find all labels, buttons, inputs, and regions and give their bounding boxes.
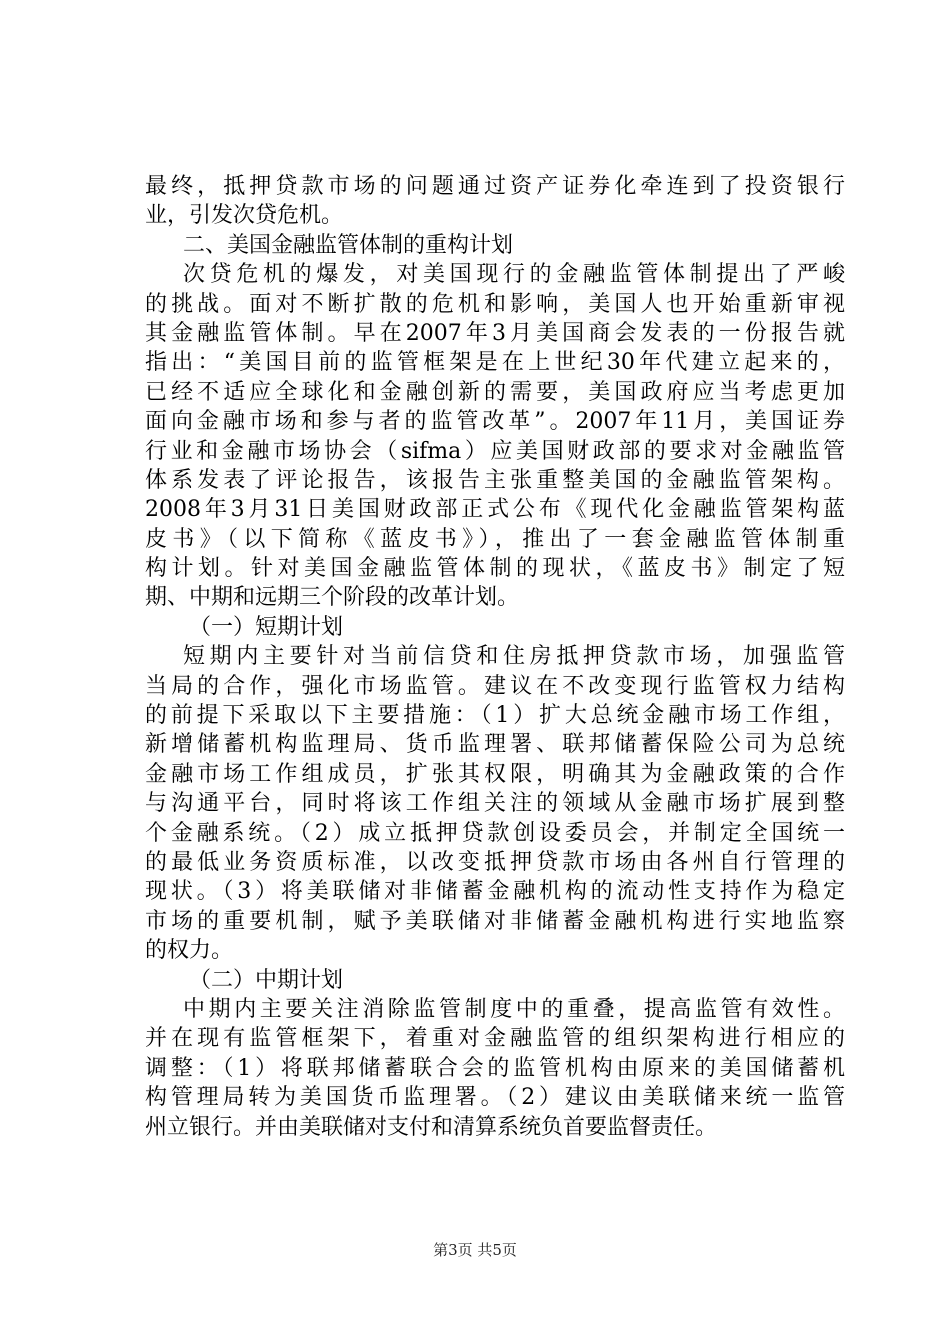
text-line: 当局的合作，强化市场监管。建议在不改变现行监管权力结构 [145, 673, 845, 699]
text-line: 短期内主要针对当前信贷和住房抵押贷款市场，加强监管 [183, 644, 845, 670]
text-line: 中期内主要关注消除监管制度中的重叠，提高监管有效性。 [183, 996, 845, 1022]
page-footer [0, 1240, 950, 1260]
text-line: 体系发表了评论报告，该报告主张重整美国的金融监管架构。 [145, 467, 845, 493]
text-line: 市场的重要机制，赋予美联储对非储蓄金融机构进行实地监察 [145, 908, 845, 934]
text-line: 面向金融市场和参与者的监管改革”。2007年11月，美国证券 [145, 409, 845, 435]
text-line: 州立银行。并由美联储对支付和清算系统负首要监督责任。 [145, 1114, 718, 1140]
text-line: 最终，抵押贷款市场的问题通过资产证券化牵连到了投资银行 [145, 174, 845, 199]
text-line: 的前提下采取以下主要措施：（1）扩大总统金融市场工作组， [145, 703, 845, 729]
subsection-heading: （一）短期计划 [189, 614, 344, 640]
text-line: 并在现有监管框架下，着重对金融监管的组织架构进行相应的 [145, 1026, 845, 1052]
text-line: 指出：“美国目前的监管框架是在上世纪30年代建立起来的， [145, 350, 845, 376]
text-line: 皮书》（以下简称《蓝皮书》），推出了一套金融监管体制重 [145, 526, 845, 552]
text-line: 期、中期和远期三个阶段的改革计划。 [145, 585, 520, 611]
text-line: 新增储蓄机构监理局、货币监理署、联邦储蓄保险公司为总统 [145, 732, 845, 758]
text-line: 的挑战。面对不断扩散的危机和影响，美国人也开始重新审视 [145, 291, 845, 317]
text-line: 已经不适应全球化和金融创新的需要，美国政府应当考虑更加 [145, 379, 845, 405]
text-line: 与沟通平台，同时将该工作组关注的领域从金融市场扩展到整 [145, 791, 845, 817]
text-line: 调整：（1）将联邦储蓄联合会的监管机构由原来的美国储蓄机 [145, 1055, 845, 1081]
text-line: 的最低业务资质标准，以改变抵押贷款市场由各州自行管理的 [145, 849, 845, 875]
page-number: 第3页 共5页 [433, 1241, 517, 1259]
text-line: 构管理局转为美国货币监理署。（2）建议由美联储来统一监管 [145, 1085, 845, 1111]
subsection-heading: （二）中期计划 [189, 967, 344, 993]
text-line: 次贷危机的爆发，对美国现行的金融监管体制提出了严峻 [183, 262, 845, 288]
text-line: 2008年3月31日美国财政部正式公布《现代化金融监管架构蓝 [145, 497, 845, 523]
document-body [145, 172, 845, 1142]
text-line: 业，引发次贷危机。 [145, 203, 344, 229]
text-line: 行业和金融市场协会（sifma）应美国财政部的要求对金融监管 [145, 438, 845, 464]
text-line: 个金融系统。（2）成立抵押贷款创设委员会，并制定全国统一 [145, 820, 845, 846]
text-line: 金融市场工作组成员，扩张其权限，明确其为金融政策的合作 [145, 761, 845, 787]
text-line: 现状。（3）将美联储对非储蓄金融机构的流动性支持作为稳定 [145, 879, 845, 905]
section-heading: 二、美国金融监管体制的重构计划 [183, 232, 514, 258]
text-line: 的权力。 [145, 938, 234, 964]
text-line: 构计划。针对美国金融监管体制的现状，《蓝皮书》制定了短 [145, 556, 845, 582]
text-line: 其金融监管体制。早在2007年3月美国商会发表的一份报告就 [145, 320, 845, 346]
